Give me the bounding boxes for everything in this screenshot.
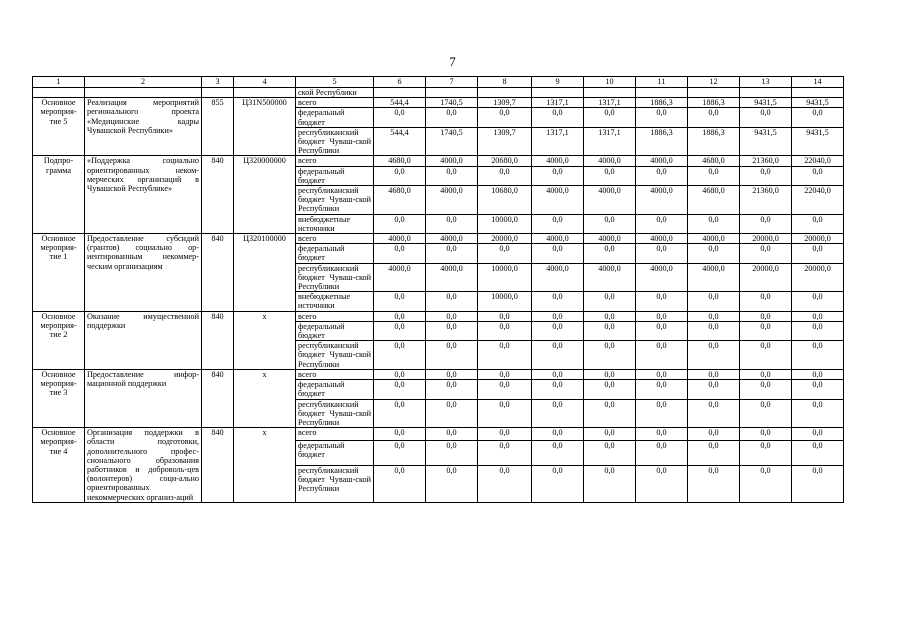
value-cell: 0,0	[426, 321, 478, 340]
funding-source: республиканский бюджет Чуваш-ской Республики	[296, 399, 374, 428]
budget-code: Ц31N500000	[234, 98, 296, 156]
value-cell: 0,0	[532, 369, 584, 379]
value-cell: 0,0	[740, 441, 792, 466]
value-cell: 0,0	[636, 108, 688, 127]
value-cell: 0,0	[740, 369, 792, 379]
value-cell: 0,0	[426, 441, 478, 466]
value-cell: 0,0	[740, 428, 792, 441]
value-cell: 0,0	[584, 441, 636, 466]
value-cell: 1886,3	[636, 127, 688, 156]
empty-cell	[33, 88, 85, 98]
value-cell: 10000,0	[478, 263, 532, 292]
value-cell: 0,0	[636, 244, 688, 263]
table-row	[33, 369, 844, 379]
header-cell: 8	[478, 77, 532, 88]
grbs-code: 840	[202, 156, 234, 234]
table-row	[33, 156, 844, 166]
value-cell: 0,0	[584, 321, 636, 340]
empty-cell	[532, 88, 584, 98]
grbs-code: 840	[202, 369, 234, 427]
value-cell: 0,0	[688, 341, 740, 370]
value-cell: 0,0	[374, 399, 426, 428]
value-cell: 9431,5	[740, 98, 792, 108]
value-cell: 4000,0	[636, 234, 688, 244]
value-cell: 0,0	[478, 244, 532, 263]
funding-source: федеральный бюджет	[296, 108, 374, 127]
funding-source: республиканский бюджет Чуваш-ской Республики	[296, 186, 374, 215]
value-cell: 0,0	[374, 108, 426, 127]
value-cell: 0,0	[688, 466, 740, 503]
value-cell: 4000,0	[374, 234, 426, 244]
value-cell: 0,0	[532, 341, 584, 370]
continuation-row	[33, 88, 844, 98]
value-cell: 4000,0	[584, 156, 636, 166]
value-cell: 0,0	[532, 321, 584, 340]
value-cell: 0,0	[740, 214, 792, 233]
header-cell: 12	[688, 77, 740, 88]
value-cell: 4680,0	[688, 156, 740, 166]
value-cell: 20000,0	[792, 234, 844, 244]
value-cell: 0,0	[374, 369, 426, 379]
event-name: Основное мероприя-тие 4	[33, 428, 85, 503]
funding-source: внебюджетные источники	[296, 214, 374, 233]
value-cell: 0,0	[374, 214, 426, 233]
budget-code: x	[234, 369, 296, 427]
page-number: 7	[449, 54, 456, 69]
value-cell: 0,0	[740, 341, 792, 370]
value-cell: 0,0	[478, 428, 532, 441]
funding-table	[32, 76, 844, 503]
value-cell: 0,0	[532, 244, 584, 263]
funding-source: федеральный бюджет	[296, 380, 374, 399]
value-cell: 0,0	[688, 166, 740, 185]
value-cell: 0,0	[374, 441, 426, 466]
value-cell: 4000,0	[426, 263, 478, 292]
value-cell: 10000,0	[478, 292, 532, 311]
value-cell: 4000,0	[532, 263, 584, 292]
value-cell: 0,0	[792, 166, 844, 185]
value-cell: 544,4	[374, 98, 426, 108]
value-cell: 0,0	[740, 380, 792, 399]
header-cell: 5	[296, 77, 374, 88]
header-cell: 6	[374, 77, 426, 88]
empty-cell	[374, 88, 426, 98]
value-cell: 0,0	[532, 292, 584, 311]
value-cell: 4000,0	[636, 263, 688, 292]
value-cell: 4000,0	[688, 263, 740, 292]
value-cell: 0,0	[426, 369, 478, 379]
value-cell: 22040,0	[792, 186, 844, 215]
value-cell: 0,0	[740, 108, 792, 127]
value-cell: 0,0	[584, 166, 636, 185]
value-cell: 22040,0	[792, 156, 844, 166]
budget-code: x	[234, 428, 296, 503]
value-cell: 0,0	[688, 292, 740, 311]
value-cell: 10680,0	[478, 186, 532, 215]
header-cell: 10	[584, 77, 636, 88]
value-cell: 0,0	[792, 380, 844, 399]
value-cell: 21360,0	[740, 156, 792, 166]
value-cell: 4000,0	[636, 186, 688, 215]
value-cell: 0,0	[426, 108, 478, 127]
table-row	[33, 311, 844, 321]
value-cell: 0,0	[374, 380, 426, 399]
value-cell: 0,0	[792, 428, 844, 441]
value-cell: 0,0	[792, 341, 844, 370]
value-cell: 0,0	[374, 166, 426, 185]
grbs-code: 855	[202, 98, 234, 156]
header-cell: 1	[33, 77, 85, 88]
value-cell: 4000,0	[426, 186, 478, 215]
event-name: Основное мероприя-тие 3	[33, 369, 85, 427]
funding-source: федеральный бюджет	[296, 166, 374, 185]
value-cell: 0,0	[636, 369, 688, 379]
empty-cell	[202, 88, 234, 98]
value-cell: 0,0	[478, 369, 532, 379]
value-cell: 1309,7	[478, 127, 532, 156]
value-cell: 0,0	[792, 369, 844, 379]
value-cell: 4000,0	[426, 234, 478, 244]
header-cell: 14	[792, 77, 844, 88]
value-cell: 4000,0	[426, 156, 478, 166]
value-cell: 0,0	[532, 380, 584, 399]
funding-source: внебюджетные источники	[296, 292, 374, 311]
empty-cell	[740, 88, 792, 98]
value-cell: 0,0	[688, 214, 740, 233]
funding-source: республиканский бюджет Чуваш-ской Республики	[296, 127, 374, 156]
value-cell: 0,0	[688, 441, 740, 466]
funding-source: республиканский бюджет Чуваш-ской Республики	[296, 341, 374, 370]
value-cell: 0,0	[792, 466, 844, 503]
value-cell: 0,0	[584, 214, 636, 233]
empty-cell	[584, 88, 636, 98]
value-cell: 0,0	[740, 321, 792, 340]
value-cell: 0,0	[478, 108, 532, 127]
value-cell: 0,0	[636, 321, 688, 340]
value-cell: 0,0	[740, 399, 792, 428]
value-cell: 0,0	[532, 428, 584, 441]
value-cell: 0,0	[636, 428, 688, 441]
value-cell: 0,0	[478, 341, 532, 370]
value-cell: 0,0	[584, 311, 636, 321]
value-cell: 0,0	[688, 399, 740, 428]
value-cell: 0,0	[688, 108, 740, 127]
value-cell: 0,0	[740, 311, 792, 321]
value-cell: 0,0	[532, 214, 584, 233]
value-cell: 4000,0	[532, 156, 584, 166]
value-cell: 0,0	[636, 311, 688, 321]
value-cell: 9431,5	[740, 127, 792, 156]
empty-cell	[85, 88, 202, 98]
value-cell: 0,0	[374, 311, 426, 321]
value-cell: 20000,0	[740, 234, 792, 244]
value-cell: 0,0	[688, 428, 740, 441]
budget-code: Ц320100000	[234, 234, 296, 312]
value-cell: 0,0	[792, 311, 844, 321]
header-cell: 11	[636, 77, 688, 88]
value-cell: 0,0	[688, 311, 740, 321]
value-cell: 1886,3	[688, 98, 740, 108]
value-cell: 0,0	[478, 466, 532, 503]
funding-source: федеральный бюджет	[296, 321, 374, 340]
table-row	[33, 428, 844, 441]
value-cell: 1317,1	[584, 127, 636, 156]
value-cell: 1317,1	[532, 98, 584, 108]
value-cell: 0,0	[688, 380, 740, 399]
value-cell: 0,0	[374, 466, 426, 503]
value-cell: 0,0	[584, 244, 636, 263]
value-cell: 0,0	[584, 369, 636, 379]
empty-cell	[792, 88, 844, 98]
event-title: Предоставление инфор-мационной поддержки	[85, 369, 202, 427]
grbs-code: 840	[202, 311, 234, 369]
value-cell: 0,0	[532, 399, 584, 428]
value-cell: 0,0	[426, 292, 478, 311]
value-cell: 9431,5	[792, 127, 844, 156]
funding-source: республиканский бюджет Чуваш-ской Республики	[296, 466, 374, 503]
value-cell: 1886,3	[636, 98, 688, 108]
header-cell: 2	[85, 77, 202, 88]
funding-source: всего	[296, 428, 374, 441]
empty-cell	[478, 88, 532, 98]
table-body	[33, 77, 844, 503]
grbs-code: 840	[202, 428, 234, 503]
table-row	[33, 234, 844, 244]
value-cell: 0,0	[740, 166, 792, 185]
value-cell: 0,0	[792, 321, 844, 340]
value-cell: 4680,0	[374, 156, 426, 166]
header-cell: 4	[234, 77, 296, 88]
event-name: Основное мероприя-тие 5	[33, 98, 85, 156]
value-cell: 0,0	[636, 399, 688, 428]
value-cell: 4000,0	[688, 234, 740, 244]
funding-source: всего	[296, 98, 374, 108]
value-cell: 0,0	[584, 399, 636, 428]
event-title: «Поддержка социально ориентированных неком-мерческих организаций в Чувашской Республике»	[85, 156, 202, 234]
event-name: Подпро-грамма	[33, 156, 85, 234]
value-cell: 0,0	[792, 292, 844, 311]
header-cell: 7	[426, 77, 478, 88]
value-cell: 4000,0	[584, 186, 636, 215]
grbs-code: 840	[202, 234, 234, 312]
value-cell: 0,0	[636, 214, 688, 233]
value-cell: 0,0	[636, 466, 688, 503]
value-cell: 0,0	[688, 369, 740, 379]
event-name: Основное мероприя-тие 2	[33, 311, 85, 369]
value-cell: 0,0	[584, 380, 636, 399]
empty-cell	[234, 88, 296, 98]
value-cell: 0,0	[532, 311, 584, 321]
value-cell: 0,0	[740, 292, 792, 311]
value-cell: 0,0	[426, 341, 478, 370]
value-cell: 4000,0	[532, 234, 584, 244]
funding-source: всего	[296, 311, 374, 321]
value-cell: 0,0	[426, 399, 478, 428]
header-cell: 3	[202, 77, 234, 88]
value-cell: 0,0	[792, 399, 844, 428]
value-cell: 4000,0	[636, 156, 688, 166]
value-cell: 0,0	[792, 108, 844, 127]
event-title: Организация поддержки в области подготовки, дополнительного профес-сионального образования работников и доброволь-цев (волонтеров) соци-ально ориентированных некоммерческих организ-аций	[85, 428, 202, 503]
value-cell: 0,0	[584, 292, 636, 311]
value-cell: 0,0	[478, 321, 532, 340]
value-cell: 544,4	[374, 127, 426, 156]
empty-cell	[636, 88, 688, 98]
value-cell: 0,0	[792, 214, 844, 233]
value-cell: 0,0	[584, 466, 636, 503]
value-cell: 20680,0	[478, 156, 532, 166]
value-cell: 0,0	[584, 428, 636, 441]
value-cell: 0,0	[478, 399, 532, 428]
value-cell: 1740,5	[426, 127, 478, 156]
value-cell: 0,0	[426, 214, 478, 233]
event-title: Предоставление субсидий (грантов) социально ор-иентированным некоммер-ческим организациям	[85, 234, 202, 312]
value-cell: 0,0	[426, 166, 478, 185]
header-cell: 9	[532, 77, 584, 88]
value-cell: 0,0	[532, 466, 584, 503]
value-cell: 0,0	[478, 166, 532, 185]
budget-code: x	[234, 311, 296, 369]
value-cell: 20000,0	[478, 234, 532, 244]
value-cell: 21360,0	[740, 186, 792, 215]
value-cell: 20000,0	[792, 263, 844, 292]
value-cell: 4000,0	[584, 263, 636, 292]
value-cell: 0,0	[584, 341, 636, 370]
value-cell: 10000,0	[478, 214, 532, 233]
event-name: Основное мероприя-тие 1	[33, 234, 85, 312]
value-cell: 0,0	[688, 321, 740, 340]
value-cell: 0,0	[636, 441, 688, 466]
value-cell: 0,0	[426, 428, 478, 441]
value-cell: 9431,5	[792, 98, 844, 108]
value-cell: 1317,1	[584, 98, 636, 108]
value-cell: 4000,0	[584, 234, 636, 244]
value-cell: 4680,0	[374, 186, 426, 215]
value-cell: 0,0	[426, 244, 478, 263]
value-cell: 0,0	[532, 108, 584, 127]
budget-code: Ц320000000	[234, 156, 296, 234]
value-cell: 0,0	[374, 321, 426, 340]
value-cell: 0,0	[636, 166, 688, 185]
funding-source: всего	[296, 234, 374, 244]
value-cell: 0,0	[426, 311, 478, 321]
value-cell: 1740,5	[426, 98, 478, 108]
value-cell: 0,0	[792, 244, 844, 263]
funding-source: республиканский бюджет Чуваш-ской Республики	[296, 263, 374, 292]
value-cell: 1317,1	[532, 127, 584, 156]
event-title: Оказание имущественной поддержки	[85, 311, 202, 369]
funding-source: федеральный бюджет	[296, 441, 374, 466]
value-cell: 20000,0	[740, 263, 792, 292]
value-cell: 0,0	[478, 311, 532, 321]
header-row	[33, 77, 844, 88]
value-cell: 0,0	[374, 292, 426, 311]
continuation-text: ской Республики	[296, 88, 374, 98]
empty-cell	[688, 88, 740, 98]
value-cell: 4000,0	[374, 263, 426, 292]
value-cell: 4000,0	[532, 186, 584, 215]
value-cell: 0,0	[374, 341, 426, 370]
value-cell: 4680,0	[688, 186, 740, 215]
value-cell: 0,0	[740, 466, 792, 503]
funding-source: всего	[296, 156, 374, 166]
value-cell: 0,0	[636, 292, 688, 311]
funding-source: всего	[296, 369, 374, 379]
value-cell: 0,0	[532, 166, 584, 185]
value-cell: 0,0	[636, 341, 688, 370]
value-cell: 0,0	[740, 244, 792, 263]
empty-cell	[426, 88, 478, 98]
value-cell: 0,0	[584, 108, 636, 127]
value-cell: 0,0	[688, 244, 740, 263]
value-cell: 0,0	[636, 380, 688, 399]
value-cell: 0,0	[426, 466, 478, 503]
value-cell: 0,0	[374, 244, 426, 263]
value-cell: 0,0	[478, 441, 532, 466]
funding-source: федеральный бюджет	[296, 244, 374, 263]
value-cell: 0,0	[374, 428, 426, 441]
value-cell: 1886,3	[688, 127, 740, 156]
value-cell: 1309,7	[478, 98, 532, 108]
event-title: Реализация мероприятий регионального проекта «Медицинские кадры Чувашской Республики»	[85, 98, 202, 156]
table-row	[33, 98, 844, 108]
header-cell: 13	[740, 77, 792, 88]
value-cell: 0,0	[426, 380, 478, 399]
value-cell: 0,0	[478, 380, 532, 399]
value-cell: 0,0	[532, 441, 584, 466]
value-cell: 0,0	[792, 441, 844, 466]
